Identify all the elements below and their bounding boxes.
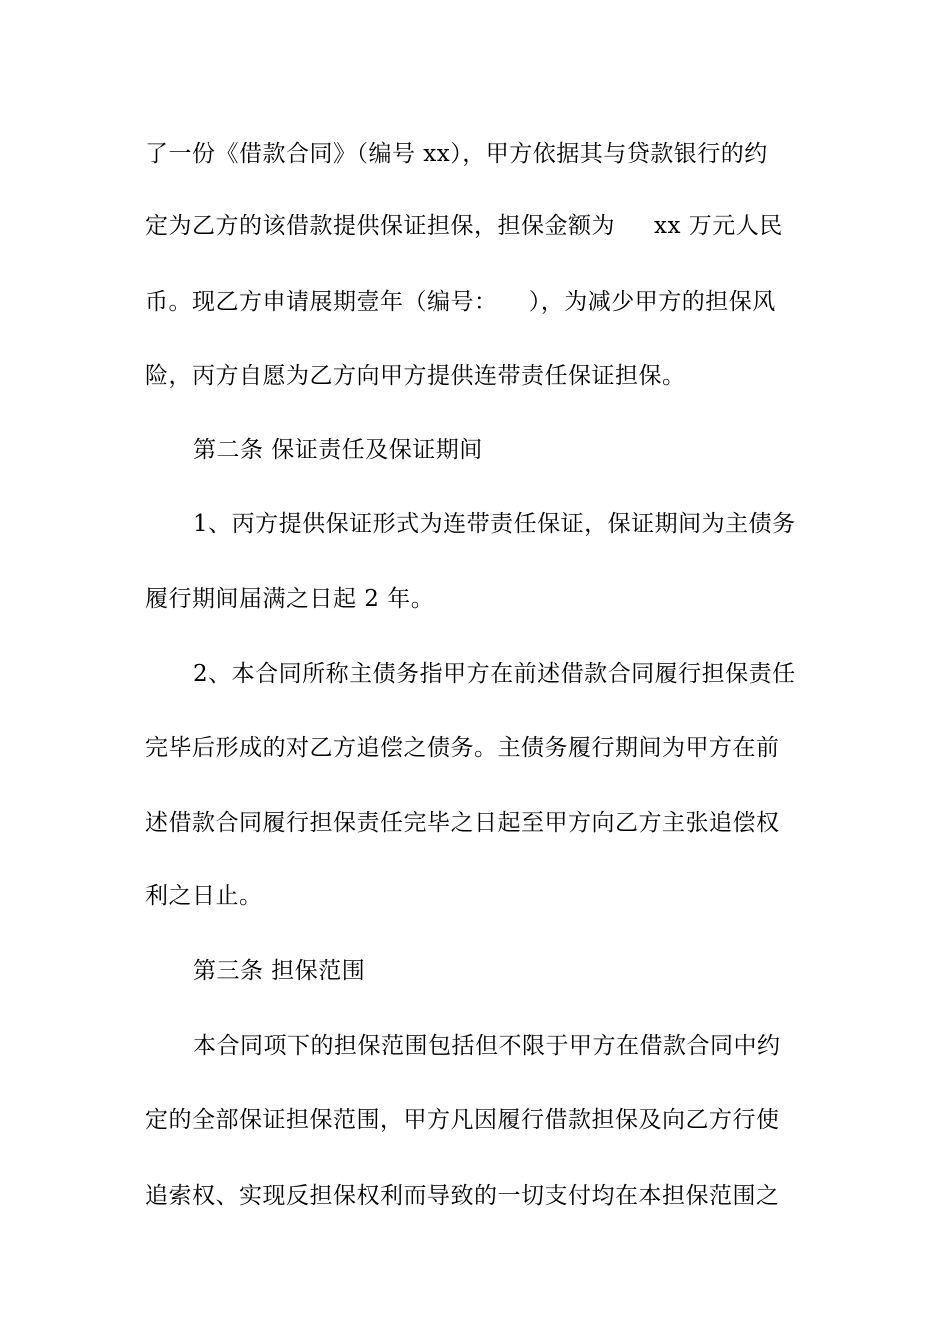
paragraph-line: 履行期间届满之日起 2 年。 [145,586,435,612]
paragraph-line: 币。现乙方申请展期壹年（编号： ），为减少甲方的担保风 [145,289,776,315]
paragraph-line: 述借款合同履行担保责任完毕之日起至甲方向乙方主张追偿权 [145,810,780,836]
paragraph-line: 了一份《借款合同》（编号 xx），甲方依据其与贷款银行的约 [145,141,768,167]
paragraph-line: 定为乙方的该借款提供保证担保，担保金额为 xx 万元人民 [145,213,783,239]
section-heading-article-3: 第三条 担保范围 [193,958,366,984]
paragraph-line: 1、丙方提供保证形式为连带责任保证，保证期间为主债务 [193,511,796,537]
section-heading-article-2: 第二条 保证责任及保证期间 [193,437,483,463]
paragraph-line: 追索权、实现反担保权利而导致的一切支付均在本担保范围之 [145,1183,780,1209]
paragraph-line: 2、本合同所称主债务指甲方在前述借款合同履行担保责任 [193,661,796,687]
paragraph-line: 定的全部保证担保范围，甲方凡因履行借款担保及向乙方行使 [145,1107,780,1133]
paragraph-line: 利之日止。 [145,883,263,909]
paragraph-line: 完毕后形成的对乙方追偿之债务。主债务履行期间为甲方在前 [145,735,780,761]
paragraph-line: 险，丙方自愿为乙方向甲方提供连带责任保证担保。 [145,363,686,389]
paragraph-line: 本合同项下的担保范围包括但不限于甲方在借款合同中约 [193,1033,781,1059]
